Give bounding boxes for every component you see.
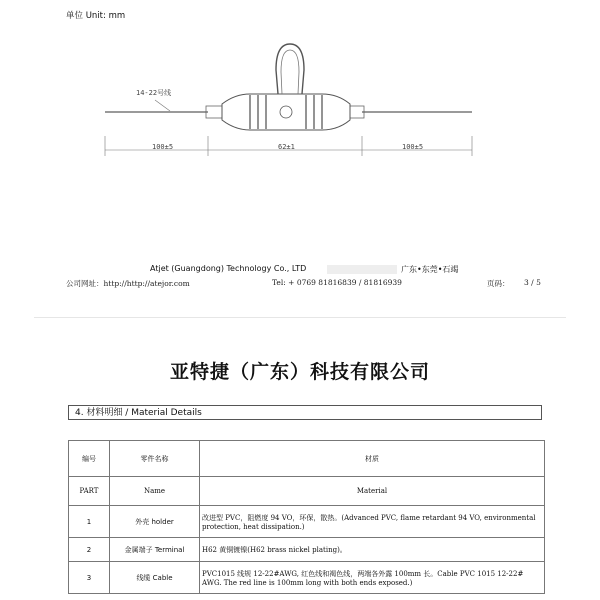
dim-right: 100±5 (402, 143, 424, 151)
footer-company: Atjet (Guangdong) Technology Co., LTD (150, 264, 307, 273)
footer-location: 广东•东莞•石竭 (401, 265, 459, 274)
wire-gauge-label: 14-22号线 (136, 89, 172, 97)
header-name-en: Name (110, 477, 200, 506)
footer-tel: Tel: + 0769 81816839 / 81816939 (272, 278, 402, 287)
row-name: 外壳 holder (110, 506, 200, 538)
row-material: PVC1015 线规 12-22#AWG, 红色线和褐色线，两端各外露 100mm 长。Cable PVC 1015 12-22# AWG. The red line is 100mm long with both ends exposed.) (200, 562, 545, 594)
table-row (69, 538, 545, 562)
footer-page-number: 3 / 5 (524, 278, 541, 287)
redaction-block (327, 265, 397, 274)
material-table (68, 440, 545, 594)
hanging-loop (276, 44, 304, 94)
holder-body (222, 94, 350, 130)
row-name: 金属端子 Terminal (110, 538, 200, 562)
header-no: 编号 (69, 441, 110, 477)
header-material: 材质 (200, 441, 545, 477)
page-separator (34, 317, 566, 318)
company-title: 亚特捷（广东）科技有限公司 (169, 361, 430, 383)
row-no: 2 (69, 538, 110, 562)
row-no: 1 (69, 506, 110, 538)
row-no: 3 (69, 562, 110, 594)
row-material: 改进型 PVC，阻燃度 94 VO，环保，散热。(Advanced PVC, flame retardant 94 VO, environmental protection, heat dissipation.) (200, 506, 545, 538)
fuse-holder-drawing (100, 40, 480, 160)
header-material-en: Material (200, 477, 545, 506)
header-part-en: PART (69, 477, 110, 506)
right-terminal (350, 106, 364, 118)
row-material: H62 黄铜镀镍(H62 brass nickel plating)。 (200, 538, 545, 562)
footer-page-label: 页码： (487, 279, 510, 288)
unit-label: 单位 Unit: mm (66, 11, 126, 21)
footer-website: 公司网址：http://http://atejor.com (66, 279, 190, 288)
dim-left: 100±5 (152, 143, 174, 151)
header-name: 零件名称 (110, 441, 200, 477)
left-terminal (206, 106, 222, 118)
dim-mid: 62±1 (278, 143, 295, 151)
section-heading: 4. 材料明细 / Material Details (68, 405, 542, 420)
table-row (69, 562, 545, 594)
center-mark (280, 106, 292, 118)
table-header-en (69, 477, 545, 506)
table-header-cn (69, 441, 545, 477)
table-row (69, 506, 545, 538)
row-name: 线缆 Cable (110, 562, 200, 594)
holder-ribs (250, 95, 322, 129)
